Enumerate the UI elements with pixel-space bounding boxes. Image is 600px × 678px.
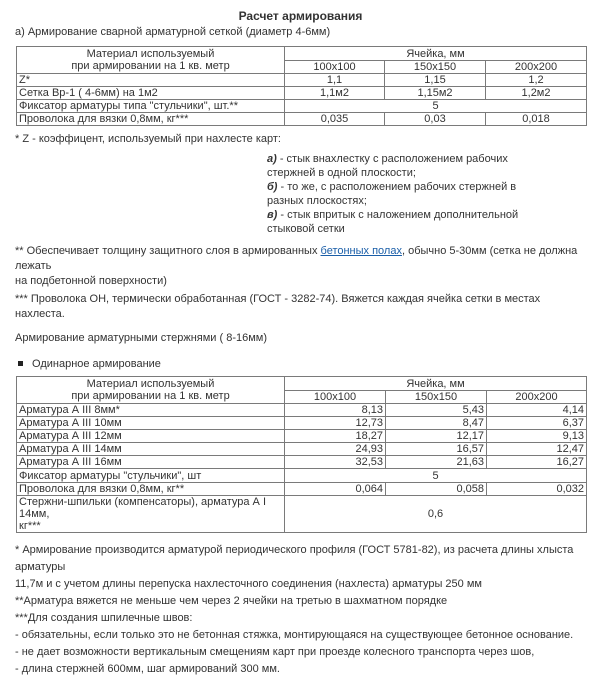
legend-key-c: в) [267, 209, 278, 221]
cell-value: 5,43 [386, 404, 487, 417]
mesh-header-material: Материал используемый при армировании на 1 кв. метр [17, 47, 285, 74]
row-label: Арматура А III 14мм [17, 443, 285, 456]
cell-value: 8,13 [285, 404, 386, 417]
footnote-3-item-2: - не дает возможности вертикальным смещениям карт при проезде колесного транспорта через шов, [15, 646, 535, 658]
rebar-header-material: Материал используемый при армировании на 1 кв. метр [17, 377, 285, 404]
mesh-header-cell: Ячейка, мм [285, 47, 587, 61]
cell-value: 24,93 [285, 443, 386, 456]
cell-value: 9,13 [487, 430, 587, 443]
table-row [17, 443, 587, 456]
footnote-1-line2: 11,7м и с учетом длины перепуска нахлесточного соединения (нахлеста) арматуры 250 мм [15, 578, 482, 590]
cell-value: 18,27 [285, 430, 386, 443]
cell-value: 0,03 [385, 113, 486, 126]
cell-value: 8,47 [386, 417, 487, 430]
cell-value: 1,1 [285, 74, 385, 87]
footnotes [15, 542, 586, 678]
table-row [17, 417, 587, 430]
row-label: Z* [17, 74, 285, 87]
rebar-table [16, 376, 587, 533]
row-label: Фиксатор арматуры "стульчики", шт [17, 469, 285, 483]
cell-value: 0,018 [486, 113, 587, 126]
legend-text: - стык внахлестку с расположением рабочих [276, 153, 508, 165]
section-a-heading: а) Армирование сварной арматурной сеткой (диаметр 4-6мм) [15, 26, 331, 38]
legend-key-b: б) [267, 181, 278, 193]
rebar-header-cell: Ячейка, мм [285, 377, 587, 391]
row-label: Арматура А III 10мм [17, 417, 285, 430]
cell-value-merged: 5 [285, 100, 587, 113]
table-row [17, 87, 587, 100]
z-note: * Z - коэффицент, используемый при нахлесте карт: [15, 133, 281, 145]
legend-text: стыковой сетки [267, 223, 345, 235]
cell-value: 12,17 [386, 430, 487, 443]
legend-text: разных плоскостях; [267, 195, 367, 207]
cell-value: 0,032 [487, 483, 587, 496]
cell-value: 1,2м2 [486, 87, 587, 100]
concrete-floors-link[interactable]: бетонных полах [320, 245, 402, 257]
table-row [17, 113, 587, 126]
row-label: Фиксатор арматуры типа "стульчики", шт.** [17, 100, 285, 113]
row-label: Сетка Вр-1 ( 4-6мм) на 1м2 [17, 87, 285, 100]
mesh-table [16, 46, 587, 126]
row-label: Арматура А III 12мм [17, 430, 285, 443]
note-wire: *** Проволока ОН, термически обработанная (ГОСТ - 3282-74). Вяжется каждая ячейка сетки в местах нахлеста. [15, 293, 541, 320]
footnote-3-item-3: - длина стержней 600мм, шаг армирований 300 мм. [15, 663, 280, 675]
table-row [17, 469, 587, 483]
cell-value: 21,63 [386, 456, 487, 469]
cell-value: 1,15 [385, 74, 486, 87]
table-row [17, 456, 587, 469]
footnote-3: ***Для создания шпилечные швов: [15, 612, 193, 624]
cell-value: 0,058 [386, 483, 487, 496]
legend-key-a: а) [267, 153, 277, 165]
cell-value: 16,27 [487, 456, 587, 469]
cell-value: 12,73 [285, 417, 386, 430]
rebar-col-150: 150х150 [386, 391, 487, 404]
page-title: Расчет армирования [238, 9, 363, 23]
table-row [17, 430, 587, 443]
rebar-col-200: 200х200 [487, 391, 587, 404]
legend-text: - то же, с расположением рабочих стержней в [277, 181, 517, 193]
mesh-col-150: 150х150 [385, 61, 486, 74]
cell-value-merged: 0,6 [285, 496, 587, 533]
cell-value: 0,064 [285, 483, 386, 496]
footnote-2: **Арматура вяжется не меньше чем через 2 ячейки на третью в шахматном порядке [15, 595, 448, 607]
row-label: Проволока для вязки 0,8мм, кг*** [17, 113, 285, 126]
table-row [17, 100, 587, 113]
rebar-col-100: 100х100 [285, 391, 386, 404]
footnote-1: * Армирование производится арматурой периодического профиля (ГОСТ 5781-82), из расчета длины хлыста арматуры [15, 544, 574, 573]
joint-legend [267, 152, 586, 236]
table-row [17, 496, 587, 533]
note-protective-layer-2: на подбетонной поверхности) [15, 275, 167, 287]
bullet-single-reinforcement: Одинарное армирование [15, 357, 586, 372]
cell-value: 0,035 [285, 113, 385, 126]
table-row [17, 404, 587, 417]
cell-value: 32,53 [285, 456, 386, 469]
legend-text: - стык впритык с наложением дополнительной [277, 209, 519, 221]
bullet-icon [18, 361, 23, 366]
cell-value: 1,15м2 [385, 87, 486, 100]
cell-value: 4,14 [487, 404, 587, 417]
footnote-3-item-1: - обязательны, если только это не бетонная стяжка, монтирующаяся на существующее бетонное основание. [15, 629, 574, 641]
row-label: Арматура А III 8мм* [17, 404, 285, 417]
mesh-col-200: 200х200 [486, 61, 587, 74]
row-label: Проволока для вязки 0,8мм, кг** [17, 483, 285, 496]
cell-value: 16,57 [386, 443, 487, 456]
mesh-col-100: 100х100 [285, 61, 385, 74]
cell-value-merged: 5 [285, 469, 587, 483]
note-protective-layer: ** Обеспечивает толщину защитного слоя в армированных бетонных полах, обычно 5-30мм (сетка не должна лежать [15, 245, 578, 272]
cell-value: 12,47 [487, 443, 587, 456]
row-label: Арматура А III 16мм [17, 456, 285, 469]
cell-value: 1,2 [486, 74, 587, 87]
table-row [17, 74, 587, 87]
table-row [17, 483, 587, 496]
cell-value: 6,37 [487, 417, 587, 430]
row-label: Стержни-шпильки (компенсаторы), арматура А I 14мм, кг*** [17, 496, 285, 533]
section-b-heading: Армирование арматурными стержнями ( 8-16мм) [15, 332, 268, 344]
cell-value: 1,1м2 [285, 87, 385, 100]
legend-text: стержней в одной плоскости; [267, 167, 416, 179]
